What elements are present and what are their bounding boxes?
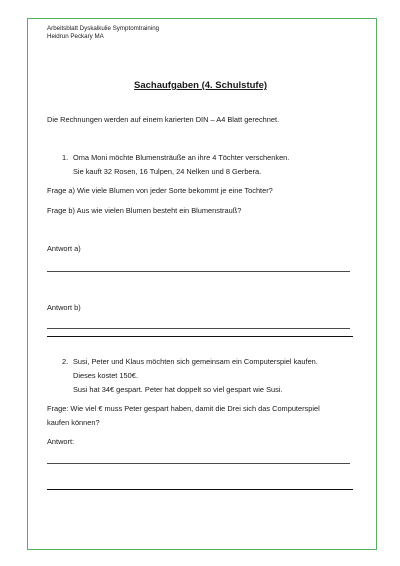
task2-question-line-2: kaufen können? (47, 418, 100, 427)
task2-number: 2. (62, 357, 69, 366)
task2-question-line-1: Frage: Wie viel € muss Peter gespart haben, damit die Drei sich das Computerspiel (47, 404, 320, 413)
header-line-1: Arbeitsblatt Dyskalkulie Symptomtraining (47, 25, 160, 32)
task2-line-3: Susi hat 34€ gespart. Peter hat doppelt so viel gespart wie Susi. (73, 385, 283, 394)
task2-line-1: Susi, Peter und Klaus möchten sich gemeinsam ein Computerspiel kaufen. (73, 357, 318, 366)
task1-question-b: Frage b) Aus wie vielen Blumen besteht ein Blumenstrauß? (47, 206, 242, 215)
page-border (27, 18, 377, 550)
task1-question-a: Frage a) Wie viele Blumen von jeder Sorte bekommt je eine Tochter? (47, 186, 273, 195)
intro-text: Die Rechnungen werden auf einem karierten DIN – A4 Blatt gerechnet. (47, 115, 280, 124)
header-line-2: Heidrun Peckary MA (47, 33, 104, 40)
answer-b-line[interactable] (47, 328, 350, 329)
task1-answer-b-label: Antwort b) (47, 303, 81, 312)
answer-a-line[interactable] (47, 271, 350, 272)
task1-answer-a-label: Antwort a) (47, 244, 81, 253)
task1-line-1: Oma Moni möchte Blumensträuße an ihre 4 Töchter verschenken. (73, 153, 290, 162)
task2-line-2: Dieses kostet 150€. (73, 371, 138, 380)
worksheet-title: Sachaufgaben (4. Schulstufe) (134, 80, 268, 91)
task1-number: 1. (62, 153, 69, 162)
task1-line-2: Sie kauft 32 Rosen, 16 Tulpen, 24 Nelken und 8 Gerbera. (73, 167, 262, 176)
answer-2-line[interactable] (47, 463, 350, 464)
answer-2-line-bottom[interactable] (47, 489, 353, 490)
task2-answer-label: Antwort: (47, 437, 75, 446)
section-divider (47, 336, 353, 337)
